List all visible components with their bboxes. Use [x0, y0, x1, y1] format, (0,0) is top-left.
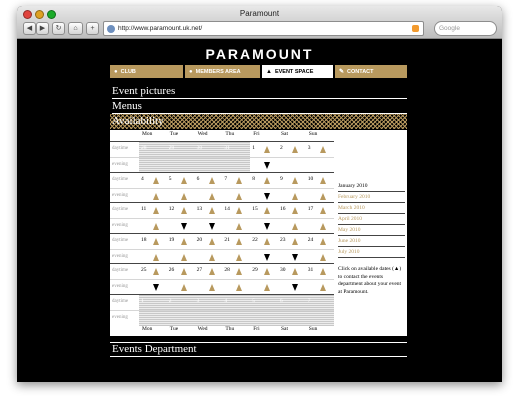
event-pictures-link[interactable]: Event pictures: [112, 84, 407, 99]
calendar-cell[interactable]: [306, 234, 334, 249]
month-link[interactable]: June 2010: [338, 236, 405, 247]
day-number: 17: [307, 206, 314, 212]
available-triangle-icon[interactable]: [292, 223, 298, 230]
weekday-label: Sat: [280, 131, 289, 137]
daytime-row: [110, 234, 334, 249]
booked-triangle-icon: [264, 162, 270, 169]
available-triangle-icon[interactable]: [153, 223, 159, 230]
month-link[interactable]: March 2010: [338, 203, 405, 214]
day-number: 24: [307, 236, 314, 243]
weekday-label: Wed: [197, 326, 208, 332]
available-triangle-icon[interactable]: [264, 177, 270, 184]
available-triangle-icon[interactable]: [264, 146, 270, 153]
slot-label: daytime: [112, 237, 129, 243]
available-triangle-icon[interactable]: [209, 207, 215, 214]
booked-triangle-icon: [209, 223, 215, 230]
calendar-cell[interactable]: [167, 203, 195, 218]
site-logo[interactable]: PARAMOUNT: [205, 46, 314, 62]
available-triangle-icon[interactable]: [292, 193, 298, 200]
calendar-cell[interactable]: [278, 173, 306, 188]
weekday-label: Sat: [280, 326, 289, 332]
calendar-cell[interactable]: [250, 203, 278, 218]
available-triangle-icon[interactable]: [153, 238, 159, 245]
rss-icon[interactable]: [412, 25, 419, 32]
month-list: [338, 181, 405, 258]
window-title: Paramount: [239, 9, 280, 18]
calendar-cell: [306, 295, 334, 310]
day-number: 30: [196, 145, 203, 151]
day-number: 4: [141, 175, 144, 182]
month-link[interactable]: July 2010: [338, 247, 405, 258]
weekday-label: Fri: [253, 131, 260, 137]
calendar-cell: [139, 295, 167, 310]
evening-row: [110, 279, 334, 294]
available-triangle-icon[interactable]: [320, 146, 326, 153]
slot-label: evening: [112, 192, 128, 198]
day-number: 28: [224, 267, 230, 273]
calendar-cell: [195, 295, 223, 310]
slot-label: daytime: [112, 298, 129, 304]
calendar-cell[interactable]: [167, 234, 195, 249]
available-triangle-icon[interactable]: [236, 238, 242, 245]
day-number: 5: [252, 297, 255, 304]
day-number: 26: [168, 267, 175, 273]
weekday-label: Tue: [169, 131, 179, 137]
slot-label: daytime: [112, 176, 129, 182]
available-triangle-icon[interactable]: [320, 177, 326, 184]
calendar-cell[interactable]: [167, 264, 195, 279]
day-number: 7: [224, 175, 228, 182]
available-triangle-icon[interactable]: [264, 207, 270, 214]
available-triangle-icon[interactable]: [236, 254, 242, 261]
day-number: 16: [280, 206, 286, 212]
available-triangle-icon[interactable]: [292, 177, 298, 184]
calendar-week: [110, 141, 334, 172]
month-link[interactable]: February 2010: [338, 192, 405, 203]
address-bar[interactable]: [103, 21, 424, 36]
calendar-cell: [222, 142, 250, 157]
day-number: 29: [168, 145, 175, 151]
nav-club[interactable]: [110, 65, 185, 78]
day-number: 4: [224, 297, 228, 304]
calendar-cell[interactable]: [139, 203, 167, 218]
available-triangle-icon[interactable]: [153, 177, 159, 184]
day-number: 25: [141, 267, 147, 273]
available-triangle-icon[interactable]: [209, 268, 215, 275]
nav-label: CLUB: [120, 68, 136, 75]
day-number: 3: [307, 145, 311, 151]
calendar-cell[interactable]: [222, 173, 250, 188]
day-number: 31: [224, 145, 230, 151]
main-nav: [110, 65, 407, 78]
circle-icon: ●: [114, 68, 118, 75]
slot-label: evening: [112, 253, 128, 259]
calendar-cell[interactable]: [139, 173, 167, 188]
evening-row: [110, 249, 334, 264]
weekday-label: Tue: [169, 326, 179, 332]
calendar-cell[interactable]: [195, 173, 223, 188]
available-triangle-icon[interactable]: [181, 238, 187, 245]
available-triangle-icon[interactable]: [236, 177, 242, 184]
available-triangle-icon[interactable]: [320, 254, 326, 261]
available-triangle-icon[interactable]: [264, 238, 270, 245]
calendar-cell: [222, 311, 250, 326]
available-triangle-icon[interactable]: [181, 284, 187, 291]
day-number: 31: [307, 267, 314, 273]
available-triangle-icon[interactable]: [209, 177, 215, 184]
calendar-cell: [306, 311, 334, 326]
slot-label: evening: [112, 284, 128, 289]
day-number: 3: [196, 297, 200, 304]
forward-button[interactable]: ▶: [36, 22, 49, 35]
calendar-cell[interactable]: [278, 234, 306, 249]
available-triangle-icon[interactable]: [292, 268, 298, 275]
available-triangle-icon[interactable]: [209, 254, 215, 261]
weekday-label: Mon: [142, 326, 153, 332]
available-triangle-icon[interactable]: [264, 284, 270, 291]
calendar-cell[interactable]: [195, 264, 223, 279]
daytime-row: [110, 203, 334, 218]
booked-triangle-icon: [264, 254, 270, 261]
availability-heading[interactable]: Availability: [110, 114, 407, 129]
day-number: 18: [141, 236, 147, 243]
calendar-cell[interactable]: [306, 203, 334, 218]
day-number: 6: [196, 175, 200, 182]
slot-label: daytime: [112, 207, 129, 212]
booked-triangle-icon: [181, 223, 187, 230]
available-triangle-icon[interactable]: [181, 177, 187, 184]
menus-link[interactable]: Menus: [112, 99, 407, 114]
evening-row: [110, 157, 334, 172]
slot-label: daytime: [112, 268, 129, 273]
day-number: 19: [168, 236, 175, 243]
reload-button[interactable]: ↻: [52, 22, 65, 35]
available-triangle-icon[interactable]: [153, 254, 159, 261]
available-triangle-icon[interactable]: [181, 268, 187, 275]
available-triangle-icon[interactable]: [236, 284, 242, 291]
evening-row: [110, 188, 334, 203]
daytime-row: [110, 142, 334, 157]
calendar-cell[interactable]: [195, 203, 223, 218]
calendar-cell: [139, 142, 167, 157]
day-number: 14: [224, 206, 230, 212]
available-triangle-icon[interactable]: [320, 238, 326, 245]
available-triangle-icon[interactable]: [320, 223, 326, 230]
nav-event-space[interactable]: [262, 65, 335, 78]
calendar-cell[interactable]: [278, 264, 306, 279]
nav-label: CONTACT: [347, 68, 374, 75]
events-department-link[interactable]: Events Department: [110, 342, 407, 357]
weekday-label: Sun: [308, 131, 318, 137]
day-number: 30: [280, 267, 286, 273]
booked-triangle-icon: [264, 193, 270, 200]
month-link[interactable]: April 2010: [338, 214, 405, 225]
day-number: 20: [196, 236, 203, 243]
day-number: 2: [168, 297, 172, 304]
available-triangle-icon[interactable]: [320, 207, 326, 214]
available-triangle-icon[interactable]: [153, 207, 159, 214]
available-triangle-icon[interactable]: [153, 268, 159, 275]
availability-panel: [110, 130, 407, 336]
booked-triangle-icon: [292, 254, 298, 261]
calendar-cell: [195, 142, 223, 157]
nav-label: EVENT SPACE: [274, 68, 314, 75]
calendar-cell[interactable]: [139, 234, 167, 249]
weekday-label: Sun: [308, 326, 318, 332]
weekday-header: [139, 131, 334, 137]
calendar-cell: [278, 311, 306, 326]
browser-window: [17, 6, 502, 382]
available-triangle-icon[interactable]: [181, 193, 187, 200]
booked-triangle-icon: [292, 284, 298, 291]
available-triangle-icon[interactable]: [264, 268, 270, 275]
day-number: 29: [252, 267, 258, 273]
month-link[interactable]: January 2010: [338, 181, 405, 192]
calendar-week: [110, 263, 334, 294]
day-number: 5: [168, 175, 172, 182]
calendar-cell: [278, 295, 306, 310]
day-number: 1: [141, 297, 144, 304]
calendar-cell: [167, 142, 195, 157]
calendar-cell[interactable]: [139, 264, 167, 279]
available-triangle-icon[interactable]: [209, 193, 215, 200]
calendar-cell[interactable]: [278, 142, 306, 157]
weekday-label: Thu: [225, 131, 235, 137]
address-text[interactable]: http://www.paramount.uk.net/: [118, 25, 203, 32]
evening-row: [110, 310, 334, 325]
pencil-icon: ✎: [339, 69, 345, 75]
daytime-row: [110, 295, 334, 310]
calendar-cell: [167, 295, 195, 310]
day-number: 21: [224, 236, 230, 243]
weekday-label: Wed: [197, 131, 208, 137]
calendar-cell: [222, 295, 250, 310]
available-triangle-icon[interactable]: [209, 284, 215, 291]
day-number: 15: [252, 206, 258, 212]
day-number: 1: [252, 145, 255, 151]
triangle-icon: ▲: [266, 68, 272, 75]
day-number: 27: [196, 267, 203, 273]
available-triangle-icon[interactable]: [236, 268, 242, 275]
available-triangle-icon[interactable]: [292, 146, 298, 153]
day-number: 2: [280, 145, 283, 151]
day-number: 13: [196, 206, 203, 212]
calendar-week: [110, 233, 334, 264]
add-bookmark-button[interactable]: +: [86, 22, 99, 35]
available-triangle-icon[interactable]: [181, 207, 187, 214]
calendar-cell[interactable]: [222, 234, 250, 249]
booked-triangle-icon: [153, 284, 159, 291]
available-triangle-icon[interactable]: [320, 268, 326, 275]
weekday-label: Mon: [142, 131, 153, 137]
evening-row: [110, 218, 334, 233]
calendar-cell[interactable]: [250, 142, 278, 157]
month-link[interactable]: May 2010: [338, 225, 405, 236]
nav-label: MEMBERS AREA: [195, 68, 241, 75]
search-placeholder: Google: [439, 25, 460, 32]
calendar-cell[interactable]: [306, 264, 334, 279]
calendar-cell[interactable]: [278, 203, 306, 218]
availability-hint: Click on available dates (▲) to contact the events department about your event at Paramount.: [338, 266, 402, 295]
calendar-week: [110, 202, 334, 233]
daytime-row: [110, 264, 334, 279]
calendar-cell[interactable]: [167, 173, 195, 188]
day-number: 22: [252, 236, 258, 243]
weekday-footer: [139, 326, 334, 332]
day-number: 9: [280, 175, 283, 182]
available-triangle-icon[interactable]: [292, 207, 298, 214]
booked-triangle-icon: [264, 223, 270, 230]
calendar-cell: [195, 311, 223, 326]
available-triangle-icon[interactable]: [292, 238, 298, 245]
calendar-cell: [250, 311, 278, 326]
calendar-cell[interactable]: [306, 142, 334, 157]
calendar-cell[interactable]: [195, 234, 223, 249]
day-number: 8: [252, 175, 255, 182]
calendar-cell[interactable]: [250, 264, 278, 279]
available-triangle-icon[interactable]: [236, 207, 242, 214]
available-triangle-icon[interactable]: [320, 284, 326, 291]
day-number: 11: [141, 206, 147, 212]
daytime-row: [110, 173, 334, 188]
title-bar: [17, 6, 502, 39]
calendar-cell: [167, 311, 195, 326]
calendar-cell: [139, 311, 167, 326]
available-triangle-icon[interactable]: [209, 238, 215, 245]
weekday-label: Thu: [225, 326, 235, 332]
slot-label: daytime: [112, 146, 129, 151]
available-triangle-icon[interactable]: [236, 193, 242, 200]
calendar-cell[interactable]: [250, 173, 278, 188]
available-triangle-icon[interactable]: [320, 193, 326, 200]
calendar-cell: [250, 295, 278, 310]
calendar-cell[interactable]: [306, 173, 334, 188]
day-number: 10: [307, 175, 314, 182]
nav-members-area[interactable]: [185, 65, 262, 78]
home-button[interactable]: ⌂: [68, 22, 83, 35]
calendar-cell[interactable]: [222, 203, 250, 218]
calendar-cell[interactable]: [222, 264, 250, 279]
search-field[interactable]: [434, 21, 497, 36]
day-number: 12: [168, 206, 175, 212]
slot-label: evening: [112, 314, 128, 320]
page-viewport: [17, 40, 502, 382]
day-number: 23: [280, 236, 286, 243]
available-triangle-icon[interactable]: [153, 193, 159, 200]
slot-label: evening: [112, 223, 128, 228]
day-number: 28: [141, 145, 147, 151]
day-number: 6: [280, 297, 283, 304]
back-button[interactable]: ◀: [23, 22, 36, 35]
calendar-week: [110, 172, 334, 203]
available-triangle-icon[interactable]: [181, 254, 187, 261]
available-triangle-icon[interactable]: [236, 223, 242, 230]
globe-icon: [107, 25, 115, 33]
nav-contact[interactable]: [335, 65, 407, 78]
calendar-week: [110, 294, 334, 325]
weekday-label: Fri: [253, 326, 260, 332]
circle-icon: ●: [189, 68, 193, 75]
day-number: 7: [307, 297, 311, 304]
calendar-cell[interactable]: [250, 234, 278, 249]
slot-label: evening: [112, 162, 128, 167]
